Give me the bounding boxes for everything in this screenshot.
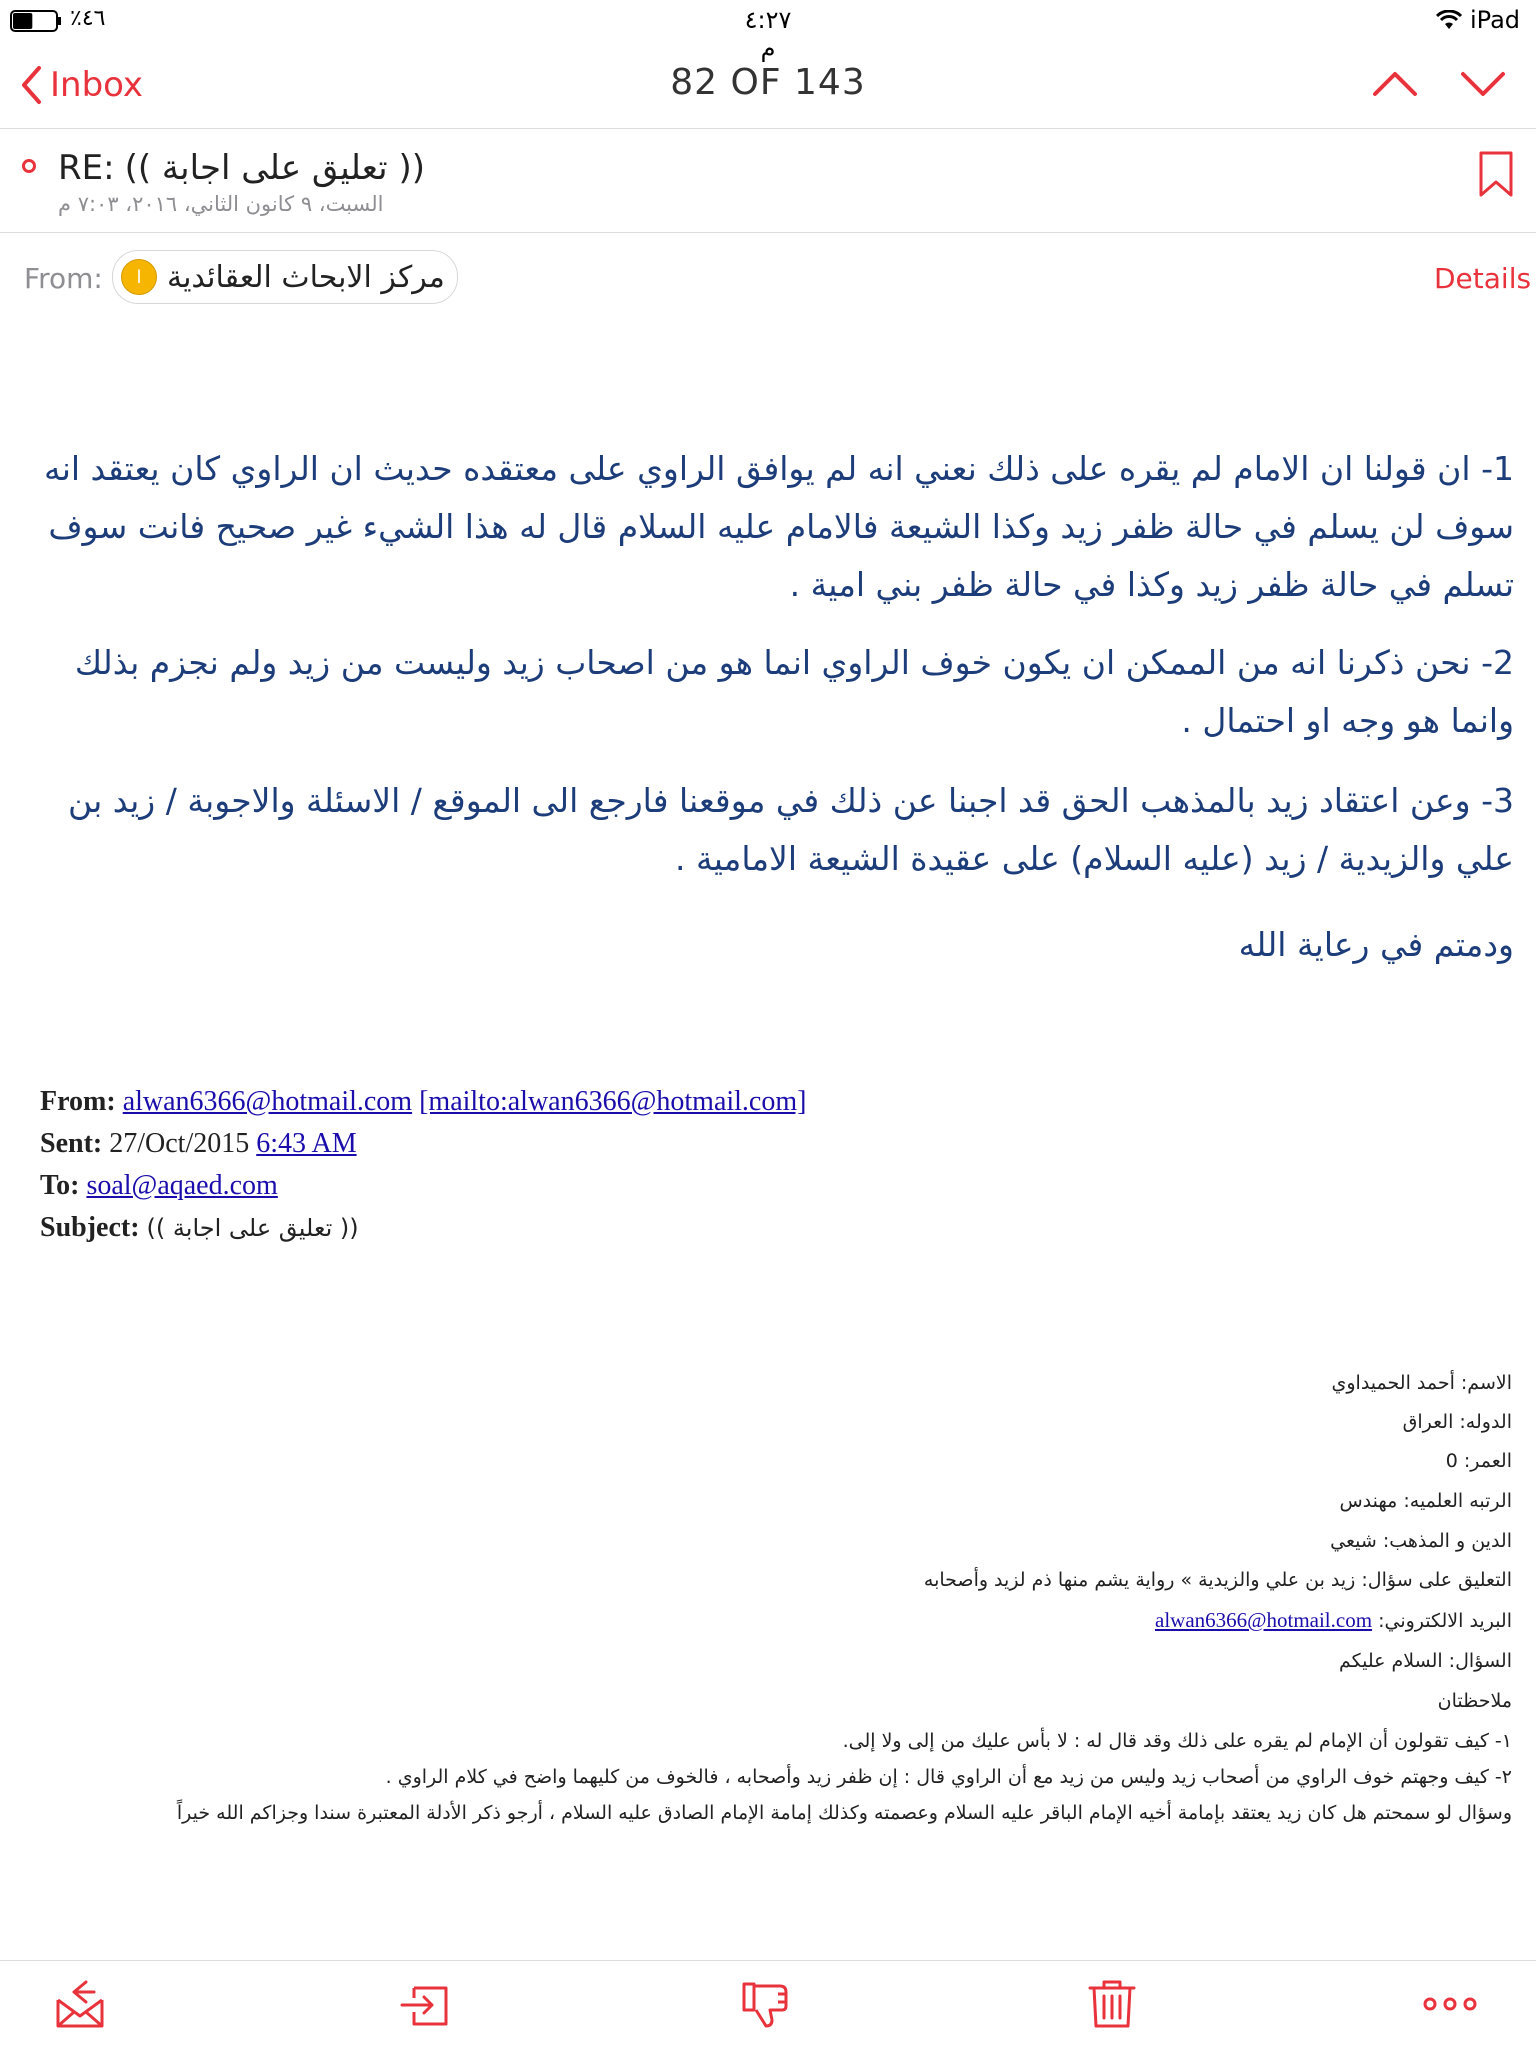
divider (0, 128, 1536, 129)
form-note-3: وسؤال لو سمحتم هل كان زيد يعتقد بإمامة أخيه الإمام الباقر عليه السلام وعصمته وكذلك إمامة الإمام الصادق عليه السلام ، أرجو ذكر الأدلة المعتبرة سندا وجزاكم الله خيراً (176, 1802, 1512, 1824)
message-date: السبت، ٩ كانون الثاني، ٢٠١٦، ٧:٠٣ م (58, 192, 384, 216)
thumbs-down-icon[interactable] (738, 1978, 794, 2030)
quoted-sent-line (40, 1128, 357, 1160)
back-to-inbox-button[interactable] (20, 60, 143, 110)
form-note-2: ٢- كيف وجهتم خوف الراوي من أصحاب زيد وليس من زيد مع أن الراوي قال : إن ظفر زيد وأصحابه ، فالخوف من كليهما واضح في كلام الراوي . (385, 1766, 1512, 1788)
quoted-subject-label: Subject: (40, 1212, 140, 1243)
form-question: السؤال: السلام عليكم (1338, 1650, 1512, 1672)
form-notes: ملاحظتان (1437, 1690, 1512, 1712)
sender-avatar: ا (121, 259, 157, 295)
body-paragraph: 2- نحن ذكرنا انه من الممكن ان يكون خوف الراوي انما هو من اصحاب زيد وليست من زيد ولم نجزم بذلك وانما هو وجه او احتمال . (74, 643, 1514, 740)
quoted-sent-date: 27/Oct/2015 (109, 1128, 250, 1159)
quoted-subject-text: (( تعليق على اجابة )) (146, 1214, 359, 1242)
chevron-left-icon (20, 65, 42, 105)
sender-name: مركز الابحاث العقائدية (167, 259, 445, 295)
form-rank: الرتبه العلميه: مهندس (1339, 1490, 1512, 1512)
subject-text: (( تعليق على اجابة )) (124, 148, 425, 188)
next-message-button[interactable] (1460, 64, 1506, 104)
status-time: ٤:٢٧ م (744, 6, 792, 62)
subject-prefix: RE: (58, 148, 115, 188)
quoted-sent-time-link[interactable]: 6:43 AM (256, 1128, 357, 1159)
quoted-from-label: From: (40, 1086, 116, 1117)
form-religion: الدين و المذهب: شيعي (1330, 1530, 1512, 1552)
status-bar (0, 0, 1536, 62)
previous-message-button[interactable] (1372, 64, 1418, 104)
battery-icon (10, 10, 62, 32)
message-counter: 82 OF 143 (670, 62, 866, 103)
form-email (1155, 1608, 1512, 1633)
form-country: الدوله: العراق (1402, 1411, 1512, 1433)
unread-indicator-icon (22, 159, 36, 173)
quoted-subject-line (40, 1212, 359, 1244)
form-email-link[interactable]: alwan6366@hotmail.com (1155, 1608, 1373, 1632)
form-name: الاسم: أحمد الحميداوي (1331, 1372, 1512, 1394)
quoted-from-email-link[interactable]: alwan6366@hotmail.com (122, 1086, 413, 1117)
more-options-icon[interactable] (1420, 1978, 1480, 2030)
trash-icon[interactable] (1084, 1978, 1140, 2030)
message-subject (58, 148, 425, 188)
form-age: العمر: 0 (1445, 1450, 1512, 1472)
quoted-mailto-link[interactable]: [mailto:alwan6366@hotmail.com] (419, 1086, 807, 1117)
quoted-to-email-link[interactable]: soal@aqaed.com (86, 1170, 278, 1201)
wifi-icon (1436, 10, 1462, 30)
quoted-to-label: To: (40, 1170, 80, 1201)
quoted-to-line (40, 1170, 278, 1202)
body-paragraph: 3- وعن اعتقاد زيد بالمذهب الحق قد اجبنا عن ذلك في موقعنا فارجع الى الموقع / الاسئلة والاجوبة / زيد بن علي والزيدية / زيد (عليه السلام) على عقيدة الشيعة الامامية . (67, 781, 1514, 878)
battery-percent: ٤٦٪ (70, 6, 106, 31)
move-to-inbox-icon[interactable] (52, 1978, 108, 2030)
bookmark-icon[interactable] (1478, 150, 1514, 198)
details-link[interactable]: Details (1434, 262, 1532, 295)
divider (0, 232, 1536, 233)
device-name: iPad (1470, 6, 1521, 34)
quoted-sent-label: Sent: (40, 1128, 103, 1159)
body-signoff: ودمتم في رعاية الله (1238, 925, 1514, 964)
body-paragraph: 1- ان قولنا ان الامام لم يقره على ذلك نعني انه لم يوافق الراوي على معتقده حديث ان الراوي كان يعتقد انه سوف لن يسلم في حالة ظفر زيد وكذا الشيعة فالامام عليه السلام قال له هذا الشيء غير صحيح فانت سوف تسلم في حالة ظفر زيد وكذا في حالة ظفر بني امية . (44, 449, 1514, 604)
quoted-from-line (40, 1086, 806, 1118)
form-email-label: البريد الالكتروني: (1378, 1610, 1512, 1632)
move-to-folder-icon[interactable] (398, 1978, 454, 2030)
form-note-1: ١- كيف تقولون أن الإمام لم يقره على ذلك وقد قال له : لا بأس عليك من إلى ولا إلى. (842, 1730, 1512, 1752)
form-comment: التعليق على سؤال: زيد بن علي والزيدية » رواية يشم منها ذم لزيد وأصحابه (923, 1569, 1512, 1591)
toolbar-divider (0, 1960, 1536, 1961)
from-label: From: (24, 262, 103, 295)
sender-chip[interactable] (112, 250, 458, 304)
back-label: Inbox (50, 65, 144, 105)
